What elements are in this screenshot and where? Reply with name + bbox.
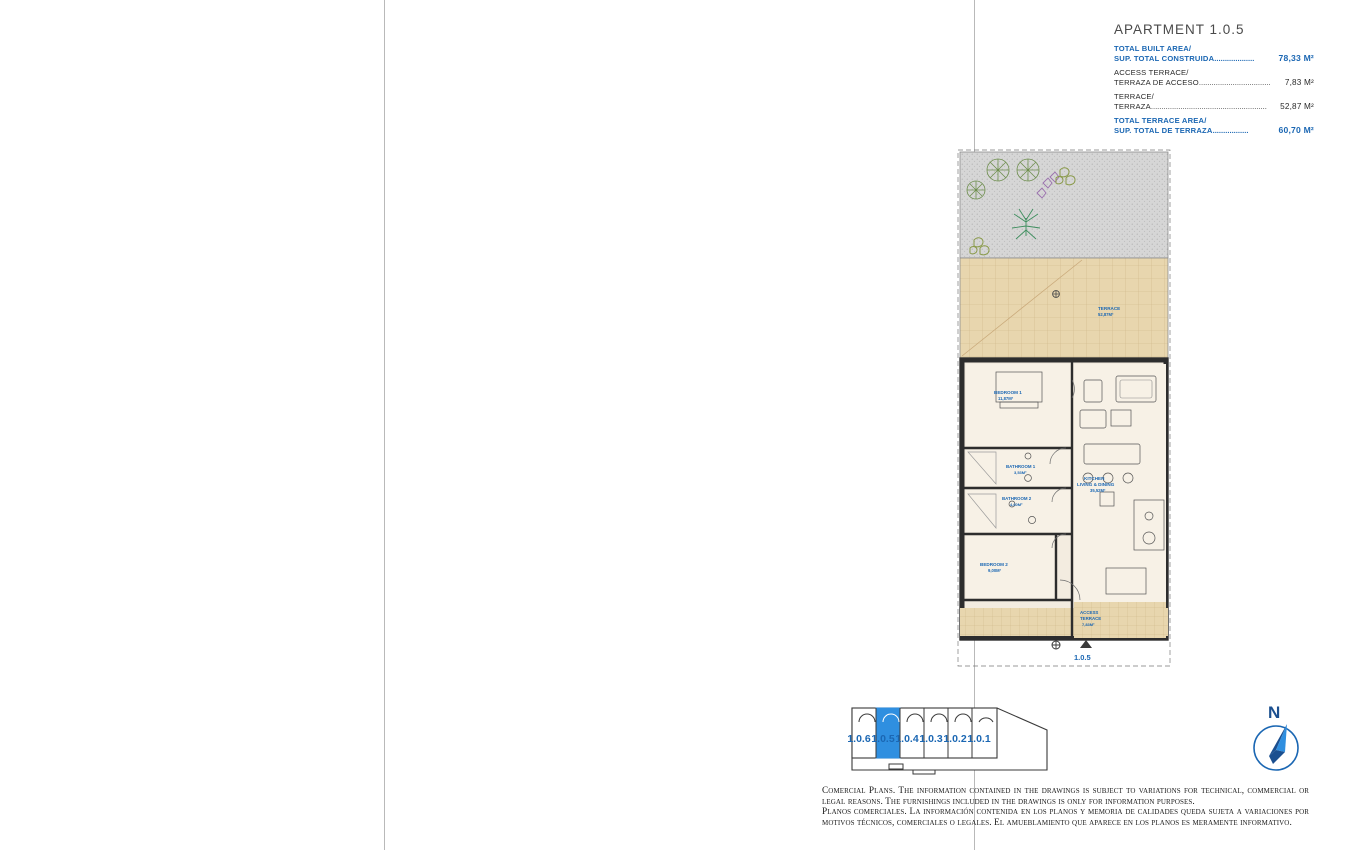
room-area-living: 35,52M² <box>1090 488 1106 493</box>
disclaimer <box>822 786 1309 828</box>
spec-label-es-1: TERRAZA DE ACCESO <box>1114 77 1199 87</box>
room-area-terrace: 52,87M² <box>1098 312 1114 317</box>
key-label-1-0-6[interactable]: 1.0.6 <box>847 733 871 745</box>
spec-label-es-2: TERRAZA <box>1114 101 1151 111</box>
spec-label-es-0: SUP. TOTAL CONSTRUIDA <box>1114 53 1215 63</box>
room-label-kitchen: KITCHEN <box>1084 476 1105 481</box>
spec-row-terrace: TERRACE/ TERRAZA....................................................... 52,87 M² <box>1114 92 1314 111</box>
plan-sheet <box>384 0 1314 850</box>
room-area-bedroom2: 9,00M² <box>988 568 1002 573</box>
disclaimer-en: Comercial Plans. The information contained in the drawings is subject to variations for technical, commercial or legal reasons. The furnishings included in the drawings is only for information purposes. <box>822 786 1309 807</box>
spec-value-2: 52,87 M² <box>1280 102 1314 111</box>
floor-plan <box>956 148 1172 673</box>
compass-rose <box>1243 700 1313 780</box>
room-label-bedroom1: BEDROOM 1 <box>994 390 1022 395</box>
spec-row-total-built: TOTAL BUILT AREA/ SUP. TOTAL CONSTRUIDA................... 78,33 M² <box>1114 44 1314 63</box>
spec-label-en-3: TOTAL TERRACE AREA/ <box>1114 116 1207 125</box>
spec-row-total-terrace: TOTAL TERRACE AREA/ SUP. TOTAL DE TERRAZA................. 60,70 M² <box>1114 116 1314 135</box>
room-label-access: ACCESS <box>1080 610 1099 615</box>
room-label-bedroom2: BEDROOM 2 <box>980 562 1008 567</box>
room-area-bathroom2: 4,60M² <box>1010 502 1023 507</box>
key-label-1-0-5[interactable]: 1.0.5 <box>871 733 895 745</box>
key-plan-labels <box>847 733 1052 753</box>
spec-label-en-1: ACCESS TERRACE/ <box>1114 68 1189 77</box>
disclaimer-es: Planos comerciales. La información contenida en los planos y memoria de calidades queda sujeta a variaciones por motivos técnicos, comerciales o legales. El amueblamiento que aparece en los planos es meramente informativo. <box>822 807 1309 828</box>
key-label-1-0-4[interactable]: 1.0.4 <box>895 733 919 745</box>
spec-label-en-2: TERRACE/ <box>1114 92 1154 101</box>
spec-value-3: 60,70 M² <box>1278 125 1314 135</box>
compass-north-label: N <box>1268 703 1281 722</box>
room-area-bathroom1: 3,53M² <box>1014 470 1027 475</box>
room-area-access: 7,83M² <box>1082 622 1095 627</box>
room-label-access2: TERRACE <box>1080 616 1102 621</box>
room-label-bathroom2: BATHROOM 2 <box>1002 496 1032 501</box>
key-label-1-0-1[interactable]: 1.0.1 <box>967 733 991 745</box>
spec-value-1: 7,83 M² <box>1284 78 1314 87</box>
key-label-1-0-3[interactable]: 1.0.3 <box>919 733 943 745</box>
room-label-living: LIVING & DINING <box>1077 482 1115 487</box>
spec-label-es-3: SUP. TOTAL DE TERRAZA <box>1114 125 1213 135</box>
spec-row-access-terrace: ACCESS TERRACE/ TERRAZA DE ACCESO.................................. 7,83 M² <box>1114 68 1314 87</box>
room-label-bathroom1: BATHROOM 1 <box>1006 464 1036 469</box>
room-label-terrace: TERRACE <box>1098 306 1121 311</box>
spec-label-en-0: TOTAL BUILT AREA/ <box>1114 44 1192 53</box>
spec-value-0: 78,33 M² <box>1278 53 1314 63</box>
title-block <box>1114 22 1314 135</box>
key-label-1-0-2[interactable]: 1.0.2 <box>943 733 967 745</box>
apartment-title: APARTMENT 1.0.5 <box>1114 22 1245 37</box>
room-area-bedroom1: 11,87M² <box>998 396 1014 401</box>
entry-unit-label: 1.0.5 <box>1074 653 1091 662</box>
